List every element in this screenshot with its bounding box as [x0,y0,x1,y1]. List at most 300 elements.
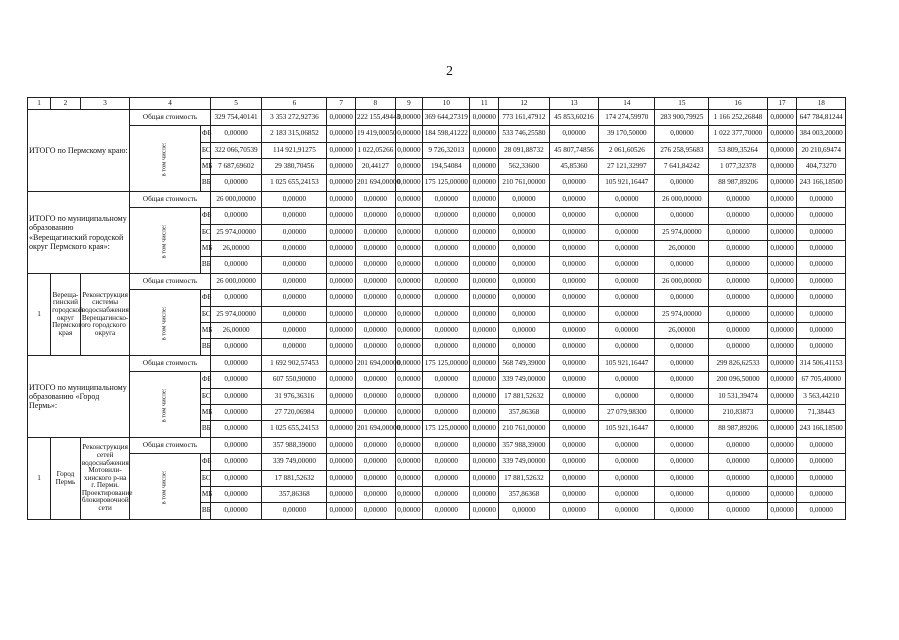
value-cell: 0,00000 [470,159,499,175]
in-total-text: в том числе: [160,142,168,176]
value-cell: 0,00000 [262,241,327,257]
value-cell: 0,00000 [395,274,423,290]
value-cell: 329 754,40141 [210,110,262,126]
value-cell: 357,86368 [499,487,550,503]
value-cell: 0,00000 [470,438,499,454]
value-cell: 27 720,06984 [262,405,327,421]
value-cell: 0,00000 [327,192,356,208]
value-cell: 0,00000 [423,290,470,307]
value-cell: 0,00000 [470,274,499,290]
value-cell: 0,00000 [499,225,550,241]
value-cell: 25 974,00000 [210,225,262,241]
value-cell: 25 974,00000 [655,307,709,323]
value-cell: 0,00000 [262,323,327,339]
value-cell: 0,00000 [470,503,499,520]
value-cell: 339 749,00000 [499,454,550,471]
value-cell: 0,00000 [655,389,709,405]
value-cell: 0,00000 [549,487,599,503]
value-cell: 0,00000 [797,192,846,208]
value-cell: 9 726,32013 [423,143,470,159]
value-cell: 0,00000 [767,471,797,487]
value-cell: 201 694,00000 [356,356,396,372]
value-cell: 200 096,50000 [709,372,767,389]
value-cell: 0,00000 [709,274,767,290]
value-cell: 357,86368 [262,487,327,503]
value-cell: 0,00000 [655,421,709,438]
value-cell: 175 125,00000 [423,356,470,372]
value-cell: 0,00000 [262,274,327,290]
fund-label: БС [200,143,210,159]
in-total-text: в том числе: [160,388,168,422]
value-cell: 0,00000 [210,257,262,274]
value-cell: 0,00000 [356,208,396,225]
value-cell: 0,00000 [709,323,767,339]
value-cell: 0,00000 [709,471,767,487]
value-cell: 0,00000 [549,257,599,274]
value-cell: 20 210,69474 [797,143,846,159]
value-cell: 17 881,52632 [262,471,327,487]
value-cell: 0,00000 [395,454,423,471]
value-cell: 0,00000 [767,143,797,159]
value-cell: 0,00000 [549,208,599,225]
value-cell: 0,00000 [709,503,767,520]
value-cell: 0,00000 [655,471,709,487]
value-cell: 0,00000 [549,454,599,471]
value-cell: 0,00000 [356,290,396,307]
value-cell: 210,83873 [709,405,767,421]
value-cell: 0,00000 [655,503,709,520]
value-cell: 0,00000 [709,339,767,356]
value-cell: 0,00000 [797,241,846,257]
value-cell: 0,00000 [470,192,499,208]
value-cell: 0,00000 [327,487,356,503]
value-cell: 0,00000 [395,372,423,389]
value-cell: 0,00000 [262,290,327,307]
value-cell: 0,00000 [395,471,423,487]
column-number-13: 13 [549,98,599,110]
value-cell: 25 974,00000 [655,225,709,241]
value-cell: 174 274,59970 [599,110,655,126]
financing-table [27,97,846,520]
value-cell: 0,00000 [549,323,599,339]
value-cell: 0,00000 [356,438,396,454]
value-cell: 105 921,16447 [599,175,655,192]
value-cell: 0,00000 [356,339,396,356]
in-total-label [130,208,200,274]
value-cell: 0,00000 [767,356,797,372]
value-cell: 0,00000 [655,175,709,192]
in-total-label [130,372,200,438]
value-cell: 243 166,18500 [797,421,846,438]
item-number: 1 [28,438,51,520]
value-cell: 0,00000 [655,454,709,471]
value-cell: 175 125,00000 [423,421,470,438]
value-cell: 0,00000 [423,257,470,274]
table-row [28,454,846,471]
value-cell: 0,00000 [599,241,655,257]
value-cell: 0,00000 [327,307,356,323]
value-cell: 45 853,60216 [549,110,599,126]
value-cell: 0,00000 [499,192,550,208]
column-number-7: 7 [327,98,356,110]
value-cell: 0,00000 [356,471,396,487]
value-cell: 369 644,27319 [423,110,470,126]
value-cell: 0,00000 [395,110,423,126]
value-cell: 0,00000 [549,356,599,372]
value-cell: 0,00000 [549,241,599,257]
value-cell: 0,00000 [797,438,846,454]
value-cell: 0,00000 [210,471,262,487]
value-cell: 0,00000 [210,389,262,405]
value-cell: 45 807,74856 [549,143,599,159]
value-cell: 0,00000 [549,192,599,208]
in-total-text: в том числе: [160,224,168,258]
value-cell: 0,00000 [327,323,356,339]
value-cell: 276 258,95683 [655,143,709,159]
value-cell: 0,00000 [327,274,356,290]
value-cell: 0,00000 [356,487,396,503]
value-cell: 19 419,00050 [356,126,396,143]
value-cell: 0,00000 [549,126,599,143]
value-cell: 0,00000 [767,290,797,307]
value-cell: 0,00000 [327,225,356,241]
value-cell: 384 003,20000 [797,126,846,143]
value-cell: 0,00000 [767,208,797,225]
value-cell: 0,00000 [327,372,356,389]
value-cell: 0,00000 [797,274,846,290]
value-cell: 0,00000 [395,241,423,257]
value-cell: 0,00000 [395,126,423,143]
value-cell: 0,00000 [327,471,356,487]
column-number-10: 10 [423,98,470,110]
fund-label: ФБ [200,126,210,143]
value-cell: 0,00000 [470,110,499,126]
value-cell: 0,00000 [327,208,356,225]
value-cell: 0,00000 [262,307,327,323]
value-cell: 0,00000 [709,241,767,257]
value-cell: 0,00000 [655,438,709,454]
value-cell: 0,00000 [395,323,423,339]
value-cell: 29 380,70456 [262,159,327,175]
value-cell: 67 705,40000 [797,372,846,389]
value-cell: 0,00000 [599,372,655,389]
value-cell: 0,00000 [599,471,655,487]
value-cell: 26 000,00000 [210,274,262,290]
value-cell: 0,00000 [655,257,709,274]
value-cell: 0,00000 [327,110,356,126]
value-cell: 0,00000 [423,323,470,339]
value-cell: 0,00000 [356,307,396,323]
value-cell: 0,00000 [549,405,599,421]
value-cell: 17 881,52632 [499,471,550,487]
value-cell: 26,00000 [210,241,262,257]
value-cell: 0,00000 [262,208,327,225]
value-cell: 0,00000 [327,339,356,356]
value-cell: 0,00000 [767,257,797,274]
value-cell: 31 976,36316 [262,389,327,405]
value-cell: 0,00000 [423,454,470,471]
value-cell: 0,00000 [599,389,655,405]
value-cell: 0,00000 [470,307,499,323]
value-cell: 20,44127 [356,159,396,175]
value-cell: 568 749,39000 [499,356,550,372]
value-cell: 533 746,25580 [499,126,550,143]
value-cell: 0,00000 [499,241,550,257]
value-cell: 0,00000 [327,126,356,143]
municipality-name: Вереща-гинский городской округ Пермского края [51,274,81,356]
value-cell: 0,00000 [423,372,470,389]
value-cell: 0,00000 [549,225,599,241]
value-cell: 105 921,16447 [599,356,655,372]
value-cell: 339 749,00000 [499,372,550,389]
value-cell: 0,00000 [356,323,396,339]
value-cell: 0,00000 [210,208,262,225]
value-cell: 0,00000 [549,421,599,438]
value-cell: 0,00000 [709,290,767,307]
value-cell: 0,00000 [767,438,797,454]
total-label: ИТОГО по муниципальному образованию «Город Пермь»: [28,356,130,438]
value-cell: 0,00000 [767,323,797,339]
value-cell: 0,00000 [767,421,797,438]
value-cell: 26 000,00000 [655,274,709,290]
value-cell: 0,00000 [599,257,655,274]
value-cell: 0,00000 [327,454,356,471]
value-cell: 0,00000 [356,389,396,405]
value-cell: 0,00000 [423,192,470,208]
in-total-label [130,126,200,192]
value-cell: 0,00000 [423,225,470,241]
value-cell: 562,33600 [499,159,550,175]
column-number-4: 4 [130,98,210,110]
value-cell: 0,00000 [797,339,846,356]
value-cell: 0,00000 [327,159,356,175]
value-cell: 0,00000 [549,389,599,405]
table-row [28,208,846,225]
fund-label: ВБ [200,175,210,192]
value-cell: 0,00000 [599,323,655,339]
value-cell: 0,00000 [655,126,709,143]
total-cost-label: Общая стоимость [130,274,210,290]
value-cell: 0,00000 [395,438,423,454]
fund-label: ВБ [200,257,210,274]
value-cell: 0,00000 [499,274,550,290]
value-cell: 357,86368 [499,405,550,421]
in-total-text: в том числе: [160,470,168,504]
value-cell: 0,00000 [262,225,327,241]
value-cell: 0,00000 [262,503,327,520]
fund-label: ВБ [200,421,210,438]
value-cell: 0,00000 [470,323,499,339]
value-cell: 53 809,35264 [709,143,767,159]
value-cell: 210 761,00000 [499,421,550,438]
page-number: 2 [446,64,453,79]
value-cell: 0,00000 [470,389,499,405]
value-cell: 201 694,00000 [356,421,396,438]
total-label: ИТОГО по Пермскому краю: [28,110,130,192]
value-cell: 0,00000 [395,257,423,274]
value-cell: 0,00000 [470,290,499,307]
value-cell: 184 598,41222 [423,126,470,143]
value-cell: 1 692 902,57453 [262,356,327,372]
table-row [28,372,846,389]
value-cell: 0,00000 [655,405,709,421]
value-cell: 0,00000 [470,405,499,421]
in-total-label [130,290,200,356]
value-cell: 0,00000 [210,290,262,307]
value-cell: 0,00000 [395,290,423,307]
column-number-11: 11 [470,98,499,110]
value-cell: 0,00000 [797,454,846,471]
value-cell: 26 000,00000 [655,192,709,208]
value-cell: 0,00000 [470,471,499,487]
value-cell: 0,00000 [423,208,470,225]
value-cell: 0,00000 [395,143,423,159]
value-cell: 0,00000 [423,487,470,503]
value-cell: 0,00000 [327,503,356,520]
value-cell: 0,00000 [767,175,797,192]
value-cell: 0,00000 [423,471,470,487]
value-cell: 0,00000 [655,290,709,307]
value-cell: 0,00000 [797,487,846,503]
value-cell: 1 025 655,24153 [262,175,327,192]
value-cell: 0,00000 [356,372,396,389]
value-cell: 243 166,18500 [797,175,846,192]
value-cell: 114 921,91275 [262,143,327,159]
value-cell: 88 987,89206 [709,175,767,192]
value-cell: 39 170,50000 [599,126,655,143]
value-cell: 0,00000 [709,257,767,274]
value-cell: 0,00000 [599,438,655,454]
value-cell: 0,00000 [709,307,767,323]
value-cell: 0,00000 [470,126,499,143]
value-cell: 3 353 272,92736 [262,110,327,126]
value-cell: 0,00000 [797,290,846,307]
value-cell: 0,00000 [549,274,599,290]
value-cell: 0,00000 [395,339,423,356]
value-cell: 222 155,49443 [356,110,396,126]
value-cell: 404,73270 [797,159,846,175]
value-cell: 0,00000 [709,192,767,208]
value-cell: 0,00000 [767,110,797,126]
value-cell: 0,00000 [210,454,262,471]
value-cell: 0,00000 [395,192,423,208]
value-cell: 0,00000 [395,175,423,192]
value-cell: 0,00000 [767,192,797,208]
value-cell: 0,00000 [356,257,396,274]
value-cell: 0,00000 [599,192,655,208]
value-cell: 0,00000 [549,339,599,356]
value-cell: 0,00000 [395,405,423,421]
fund-label: БС [200,307,210,323]
value-cell: 0,00000 [499,503,550,520]
total-cost-label: Общая стоимость [130,438,210,454]
value-cell: 0,00000 [767,339,797,356]
value-cell: 0,00000 [210,339,262,356]
value-cell: 0,00000 [470,339,499,356]
value-cell: 357 988,39000 [499,438,550,454]
table-row [28,274,846,290]
value-cell: 322 066,70539 [210,143,262,159]
value-cell: 25 974,00000 [210,307,262,323]
value-cell: 0,00000 [709,208,767,225]
value-cell: 0,00000 [655,339,709,356]
value-cell: 0,00000 [499,307,550,323]
municipality-name: Город Пермь [51,438,81,520]
value-cell: 0,00000 [423,438,470,454]
table-row [28,356,846,372]
value-cell: 0,00000 [470,241,499,257]
value-cell: 0,00000 [423,241,470,257]
table-row [28,438,846,454]
table-row [28,290,846,307]
fund-label: БС [200,225,210,241]
value-cell: 0,00000 [327,175,356,192]
value-cell: 0,00000 [423,307,470,323]
value-cell: 0,00000 [327,405,356,421]
value-cell: 0,00000 [210,503,262,520]
value-cell: 0,00000 [549,438,599,454]
value-cell: 0,00000 [395,208,423,225]
value-cell: 0,00000 [210,487,262,503]
value-cell: 0,00000 [327,389,356,405]
column-number-3: 3 [80,98,130,110]
value-cell: 26,00000 [210,323,262,339]
value-cell: 0,00000 [262,339,327,356]
value-cell: 647 784,81244 [797,110,846,126]
value-cell: 0,00000 [767,389,797,405]
value-cell: 0,00000 [549,290,599,307]
value-cell: 0,00000 [210,405,262,421]
value-cell: 0,00000 [767,159,797,175]
value-cell: 27 121,32997 [599,159,655,175]
fund-label: ФБ [200,454,210,471]
fund-label: МБ [200,405,210,421]
fund-label: МБ [200,241,210,257]
value-cell: 0,00000 [599,503,655,520]
column-number-8: 8 [356,98,396,110]
value-cell: 0,00000 [599,454,655,471]
value-cell: 0,00000 [210,438,262,454]
total-label: ИТОГО по муниципальному образованию «Верещагинский городской округ Пермского края»: [28,192,130,274]
value-cell: 0,00000 [599,290,655,307]
value-cell: 2 183 315,06852 [262,126,327,143]
value-cell: 0,00000 [549,471,599,487]
value-cell: 0,00000 [470,454,499,471]
object-name: Реконструкция сетей водоснабжения Мотовили-хинского р-на г. Перми. Проектирование блокировочной сети [80,438,130,520]
total-cost-label: Общая стоимость [130,192,210,208]
value-cell: 26 000,00000 [210,192,262,208]
value-cell: 0,00000 [470,356,499,372]
value-cell: 0,00000 [797,257,846,274]
fund-label: МБ [200,159,210,175]
value-cell: 0,00000 [599,307,655,323]
total-cost-label: Общая стоимость [130,356,210,372]
value-cell: 0,00000 [767,274,797,290]
value-cell: 0,00000 [356,241,396,257]
value-cell: 0,00000 [423,405,470,421]
value-cell: 0,00000 [767,241,797,257]
value-cell: 26,00000 [655,241,709,257]
value-cell: 0,00000 [499,323,550,339]
value-cell: 0,00000 [395,421,423,438]
value-cell: 1 166 252,26848 [709,110,767,126]
value-cell: 0,00000 [395,307,423,323]
value-cell: 0,00000 [655,487,709,503]
value-cell: 1 022,05266 [356,143,396,159]
value-cell: 3 563,44210 [797,389,846,405]
value-cell: 0,00000 [767,487,797,503]
table-row [28,192,846,208]
